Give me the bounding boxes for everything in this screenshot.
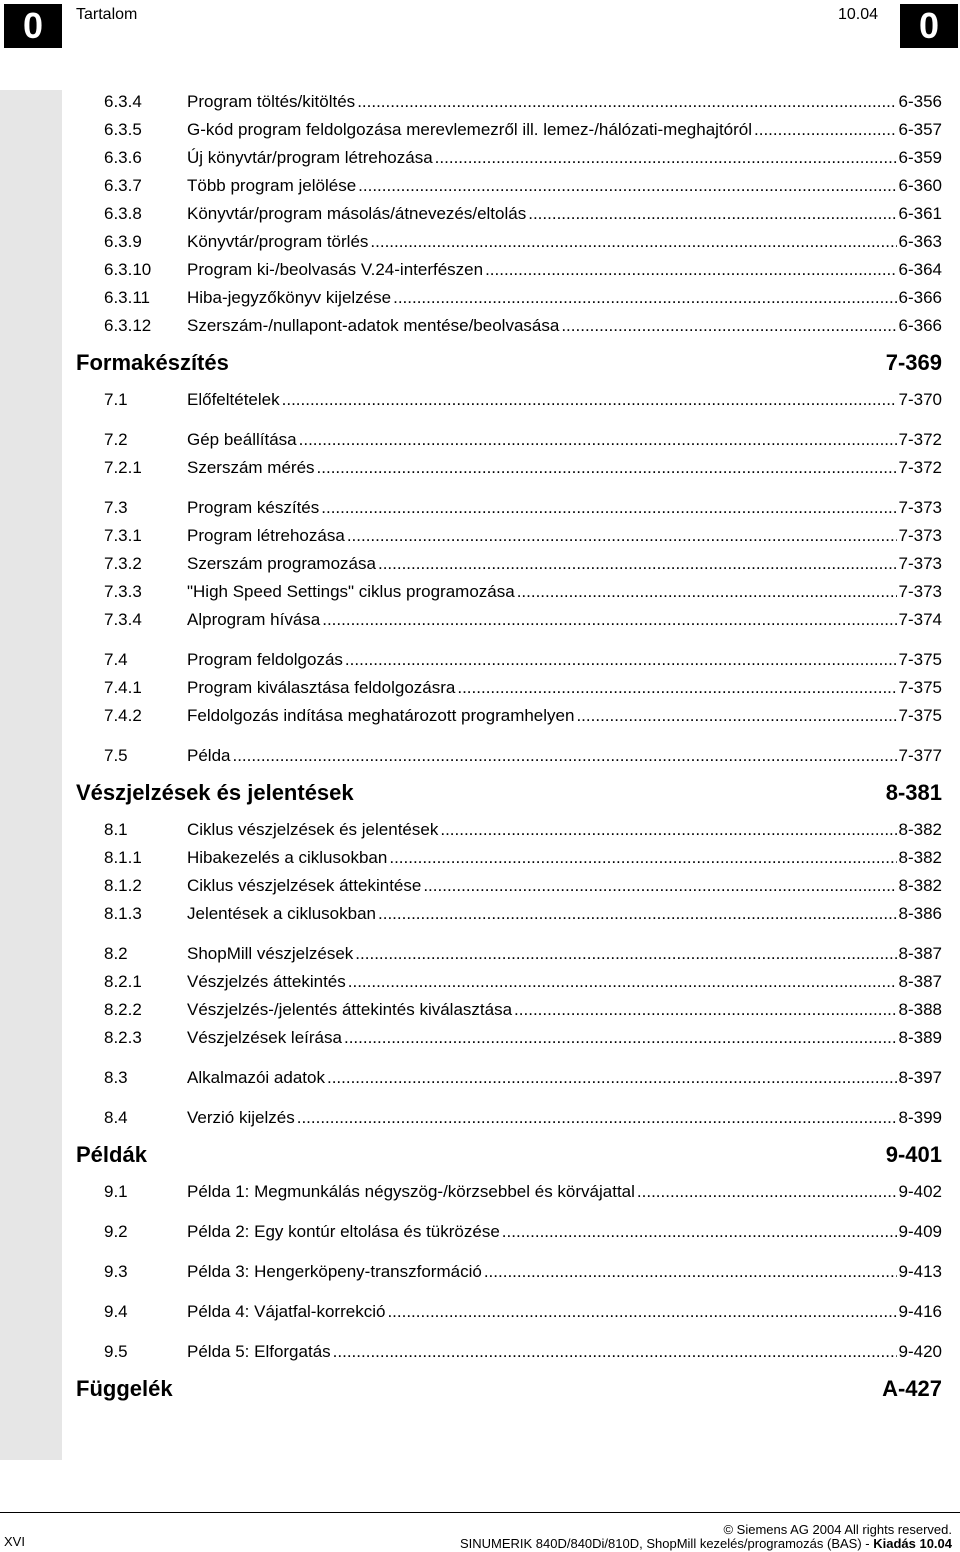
toc-entry-number: 7.3 (104, 498, 128, 517)
toc-dot-leader (514, 996, 896, 1024)
toc-entry[interactable] (76, 1024, 944, 1052)
toc-entry-title: G-kód program feldolgozása merevlemezről ill. lemez-/hálózati-meghajtóról (187, 120, 753, 139)
toc-gap (76, 414, 944, 426)
toc-entry-page: 9-413 (898, 1262, 942, 1281)
toc-entry-page: 7-375 (898, 650, 942, 669)
toc-entry-title: Program létrehozása (187, 526, 345, 545)
toc-entry-page: 7-373 (898, 498, 942, 517)
toc-entry[interactable] (76, 1104, 944, 1132)
toc-gap (76, 1052, 944, 1064)
toc-dot-leader (317, 454, 897, 482)
toc-entry-title: Szerszám-/nullapont-adatok mentése/beolvasása (187, 316, 560, 335)
toc-entry-page: 8-386 (898, 904, 942, 923)
toc-entry-number: 7.3.1 (104, 526, 142, 545)
toc-chapter-page: 7-369 (885, 350, 942, 375)
toc-dot-leader (502, 1218, 897, 1246)
toc-chapter-heading[interactable] (76, 340, 944, 386)
toc-entry-title: Ciklus vészjelzések és jelentések (187, 820, 439, 839)
toc-entry-page: 6-359 (898, 148, 942, 167)
toc-entry-page: 7-374 (898, 610, 942, 629)
page-footer (0, 1512, 960, 1552)
footer-document-title (460, 1536, 952, 1551)
toc-dot-leader (561, 312, 896, 340)
toc-entry-page: 8-382 (898, 876, 942, 895)
toc-entry-title: Könyvtár/program másolás/átnevezés/eltolás (187, 204, 527, 223)
toc-dot-leader (344, 1024, 897, 1052)
toc-entry-number: 6.3.9 (104, 232, 142, 251)
toc-entry[interactable] (76, 284, 944, 312)
toc-gap (76, 1286, 944, 1298)
toc-entry[interactable] (76, 200, 944, 228)
toc-dot-leader (440, 816, 896, 844)
toc-entry-title: Feldolgozás indítása meghatározott programhelyen (187, 706, 575, 725)
toc-entry-title: Példa 3: Hengerköpeny-transzformáció (187, 1262, 482, 1281)
toc-entry-page: 7-372 (898, 458, 942, 477)
toc-entry[interactable] (76, 606, 944, 634)
toc-chapter-heading[interactable] (76, 1132, 944, 1178)
toc-entry-title: Új könyvtár/program létrehozása (187, 148, 433, 167)
toc-chapter-page: A-427 (882, 1376, 942, 1401)
toc-dot-leader (355, 940, 896, 968)
toc-dot-leader (299, 426, 897, 454)
toc-entry-title: Vészjelzés-/jelentés áttekintés kiválasztása (187, 1000, 513, 1019)
toc-dot-leader (423, 872, 896, 900)
toc-entry-title: Hibakezelés a ciklusokban (187, 848, 388, 867)
toc-dot-leader (393, 284, 896, 312)
toc-dot-leader (347, 522, 897, 550)
toc-entry-title: Könyvtár/program törlés (187, 232, 369, 251)
toc-entry-title: Alprogram hívása (187, 610, 321, 629)
toc-entry-title: Verzió kijelzés (187, 1108, 295, 1127)
footer-doc-edition: Kiadás 10.04 (873, 1536, 952, 1551)
toc-dot-leader (485, 256, 896, 284)
toc-entry-page: 7-373 (898, 554, 942, 573)
toc-gap (76, 1246, 944, 1258)
toc-entry-number: 6.3.7 (104, 176, 142, 195)
toc-entry-title: Példa (187, 746, 231, 765)
toc-entry-title: Ciklus vészjelzések áttekintése (187, 876, 422, 895)
toc-entry[interactable] (76, 426, 944, 454)
toc-entry-number: 6.3.11 (104, 288, 151, 307)
toc-entry-page: 7-375 (898, 678, 942, 697)
toc-entry-number: 7.4 (104, 650, 128, 669)
toc-entry[interactable] (76, 386, 944, 414)
toc-entry-page: 6-357 (898, 120, 942, 139)
toc-entry-number: 6.3.6 (104, 148, 142, 167)
toc-entry-number: 8.2.2 (104, 1000, 142, 1019)
toc-entry-number: 8.1 (104, 820, 128, 839)
toc-entry[interactable] (76, 742, 944, 770)
toc-dot-leader (528, 200, 896, 228)
toc-entry[interactable] (76, 816, 944, 844)
toc-entry[interactable] (76, 144, 944, 172)
toc-entry[interactable] (76, 940, 944, 968)
toc-entry[interactable] (76, 1218, 944, 1246)
toc-dot-leader (457, 674, 896, 702)
toc-entry-page: 7-372 (898, 430, 942, 449)
toc-gap (76, 482, 944, 494)
toc-dot-leader (389, 844, 896, 872)
toc-entry-number: 9.1 (104, 1182, 128, 1201)
toc-entry-page: 8-387 (898, 972, 942, 991)
toc-dot-leader (378, 550, 897, 578)
toc-entry[interactable] (76, 88, 944, 116)
toc-gap (76, 730, 944, 742)
toc-entry-page: 7-370 (898, 390, 942, 409)
toc-entry-page: 8-399 (898, 1108, 942, 1127)
toc-entry-page: 9-409 (898, 1222, 942, 1241)
toc-chapter-title: Függelék (76, 1376, 173, 1401)
toc-entry-title: "High Speed Settings" ciklus programozása (187, 582, 515, 601)
toc-entry[interactable] (76, 550, 944, 578)
toc-dot-leader (576, 702, 896, 730)
chapter-number-box-right: 0 (900, 4, 958, 48)
toc-chapter-heading[interactable] (76, 770, 944, 816)
toc-dot-leader (358, 172, 896, 200)
toc-entry-number: 7.2.1 (104, 458, 142, 477)
toc-entry-number: 6.3.4 (104, 92, 142, 111)
toc-entry-page: 7-373 (898, 526, 942, 545)
toc-dot-leader (345, 646, 897, 674)
toc-entry-page: 8-388 (898, 1000, 942, 1019)
footer-doc-title-text: SINUMERIK 840D/840Di/810D, ShopMill kezelés/programozás (BAS) - (459, 1536, 874, 1551)
toc-entry[interactable] (76, 900, 944, 928)
toc-entry[interactable] (76, 578, 944, 606)
toc-dot-leader (378, 900, 897, 928)
left-margin-bar (0, 90, 62, 1460)
toc-entry[interactable] (76, 968, 944, 996)
toc-entry-title: Program készítés (187, 498, 320, 517)
toc-entry-title: Program ki-/beolvasás V.24-interfészen (187, 260, 484, 279)
header-date: 10.04 (838, 6, 879, 23)
toc-entry-number: 8.3 (104, 1068, 128, 1087)
toc-entry[interactable] (76, 1298, 944, 1326)
toc-entry-number: 8.2.3 (104, 1028, 142, 1047)
toc-entry-number: 7.2 (104, 430, 128, 449)
toc-entry-page: 6-363 (898, 232, 942, 251)
toc-entry-number: 9.5 (104, 1342, 128, 1361)
toc-entry-number: 7.4.2 (104, 706, 142, 725)
toc-gap (76, 1326, 944, 1338)
toc-chapter-heading[interactable] (76, 1366, 944, 1412)
toc-entry[interactable] (76, 116, 944, 144)
toc-entry-number: 8.1.1 (104, 848, 142, 867)
toc-entry-title: Vészjelzés áttekintés (187, 972, 346, 991)
toc-entry[interactable] (76, 454, 944, 482)
toc-chapter-title: Példák (76, 1142, 147, 1167)
toc-dot-leader (322, 606, 896, 634)
toc-entry-title: Program kiválasztása feldolgozásra (187, 678, 456, 697)
toc-entry-page: 7-377 (898, 746, 942, 765)
toc-dot-leader (435, 144, 897, 172)
toc-dot-leader (282, 386, 897, 414)
toc-entry-number: 9.2 (104, 1222, 128, 1241)
toc-entry[interactable] (76, 522, 944, 550)
toc-dot-leader (637, 1178, 897, 1206)
toc-entry[interactable] (76, 172, 944, 200)
toc-entry[interactable] (76, 256, 944, 284)
toc-entry-page: 6-364 (898, 260, 942, 279)
toc-entry-number: 8.4 (104, 1108, 128, 1127)
toc-entry[interactable] (76, 996, 944, 1024)
toc-entry-title: Példa 2: Egy kontúr eltolása és tükrözése (187, 1222, 500, 1241)
toc-entry[interactable] (76, 872, 944, 900)
toc-entry-title: Példa 4: Vájatfal-korrekció (187, 1302, 386, 1321)
toc-entry-number: 6.3.8 (104, 204, 142, 223)
toc-entry-page: 8-389 (898, 1028, 942, 1047)
toc-entry[interactable] (76, 1338, 944, 1366)
toc-dot-leader (297, 1104, 897, 1132)
toc-dot-leader (327, 1064, 897, 1092)
toc-entry-page: 6-360 (898, 176, 942, 195)
chapter-number-box-left: 0 (4, 4, 62, 48)
toc-entry-title: Gép beállítása (187, 430, 297, 449)
toc-gap (76, 928, 944, 940)
toc-entry-title: Vészjelzések leírása (187, 1028, 342, 1047)
toc-entry-title: Jelentések a ciklusokban (187, 904, 377, 923)
table-of-contents (76, 88, 944, 1412)
toc-entry-title: Program feldolgozás (187, 650, 343, 669)
toc-entry[interactable] (76, 494, 944, 522)
toc-entry-title: Példa 5: Elforgatás (187, 1342, 331, 1361)
toc-dot-leader (387, 1298, 896, 1326)
toc-entry-title: Több program jelölése (187, 176, 357, 195)
toc-entry-number: 9.4 (104, 1302, 128, 1321)
toc-entry-title: Alkalmazói adatok (187, 1068, 325, 1087)
footer-page-number: XVI (4, 1534, 25, 1549)
toc-entry[interactable] (76, 674, 944, 702)
toc-entry-page: 9-420 (898, 1342, 942, 1361)
toc-entry-title: Példa 1: Megmunkálás négyszög-/körzsebbel és körvájattal (187, 1182, 635, 1201)
toc-entry-number: 8.1.3 (104, 904, 142, 923)
toc-entry[interactable] (76, 646, 944, 674)
toc-entry-number: 8.2 (104, 944, 128, 963)
toc-entry[interactable] (76, 702, 944, 730)
toc-entry-page: 6-356 (898, 92, 942, 111)
toc-dot-leader (754, 116, 897, 144)
toc-entry[interactable] (76, 844, 944, 872)
toc-entry-title: ShopMill vészjelzések (187, 944, 354, 963)
toc-entry-page: 6-366 (898, 288, 942, 307)
toc-entry-number: 7.5 (104, 746, 128, 765)
toc-gap (76, 1092, 944, 1104)
toc-entry-title: Szerszám mérés (187, 458, 315, 477)
toc-entry-page: 6-366 (898, 316, 942, 335)
toc-entry-page: 9-416 (898, 1302, 942, 1321)
toc-entry-page: 9-402 (898, 1182, 942, 1201)
toc-entry-page: 8-382 (898, 848, 942, 867)
toc-dot-leader (232, 742, 896, 770)
footer-copyright: © Siemens AG 2004 All rights reserved. (723, 1522, 952, 1537)
toc-entry-number: 7.4.1 (104, 678, 142, 697)
toc-entry-number: 6.3.10 (104, 260, 152, 279)
toc-entry-title: Előfeltételek (187, 390, 280, 409)
toc-entry-page: 8-382 (898, 820, 942, 839)
toc-entry-number: 7.1 (104, 390, 128, 409)
toc-entry-number: 8.1.2 (104, 876, 142, 895)
toc-entry-title: Szerszám programozása (187, 554, 376, 573)
toc-entry-number: 7.3.3 (104, 582, 142, 601)
toc-entry[interactable] (76, 1258, 944, 1286)
toc-chapter-title: Formakészítés (76, 350, 229, 375)
toc-gap (76, 1206, 944, 1218)
toc-entry-title: Hiba-jegyzőkönyv kijelzése (187, 288, 392, 307)
footer-divider (0, 1512, 960, 1513)
toc-dot-leader (348, 968, 897, 996)
toc-entry[interactable] (76, 228, 944, 256)
toc-chapter-page: 8-381 (885, 780, 942, 805)
toc-dot-leader (484, 1258, 897, 1286)
toc-entry-page: 8-397 (898, 1068, 942, 1087)
toc-entry-page: 6-361 (898, 204, 942, 223)
toc-entry-number: 6.3.12 (104, 316, 152, 335)
toc-entry[interactable] (76, 1178, 944, 1206)
toc-entry-number: 8.2.1 (104, 972, 142, 991)
toc-dot-leader (357, 88, 896, 116)
toc-entry-number: 7.3.4 (104, 610, 142, 629)
toc-dot-leader (517, 578, 897, 606)
toc-gap (76, 634, 944, 646)
toc-dot-leader (321, 494, 896, 522)
toc-entry-title: Program töltés/kitöltés (187, 92, 356, 111)
toc-entry[interactable] (76, 312, 944, 340)
toc-entry-page: 7-373 (898, 582, 942, 601)
toc-entry-number: 6.3.5 (104, 120, 142, 139)
toc-entry[interactable] (76, 1064, 944, 1092)
toc-dot-leader (370, 228, 896, 256)
header-title: Tartalom (76, 6, 138, 23)
toc-chapter-page: 9-401 (885, 1142, 942, 1167)
toc-entry-page: 8-387 (898, 944, 942, 963)
toc-entry-number: 7.3.2 (104, 554, 142, 573)
toc-entry-page: 7-375 (898, 706, 942, 725)
toc-chapter-title: Vészjelzések és jelentések (76, 780, 354, 805)
toc-entry-number: 9.3 (104, 1262, 128, 1281)
toc-dot-leader (333, 1338, 897, 1366)
